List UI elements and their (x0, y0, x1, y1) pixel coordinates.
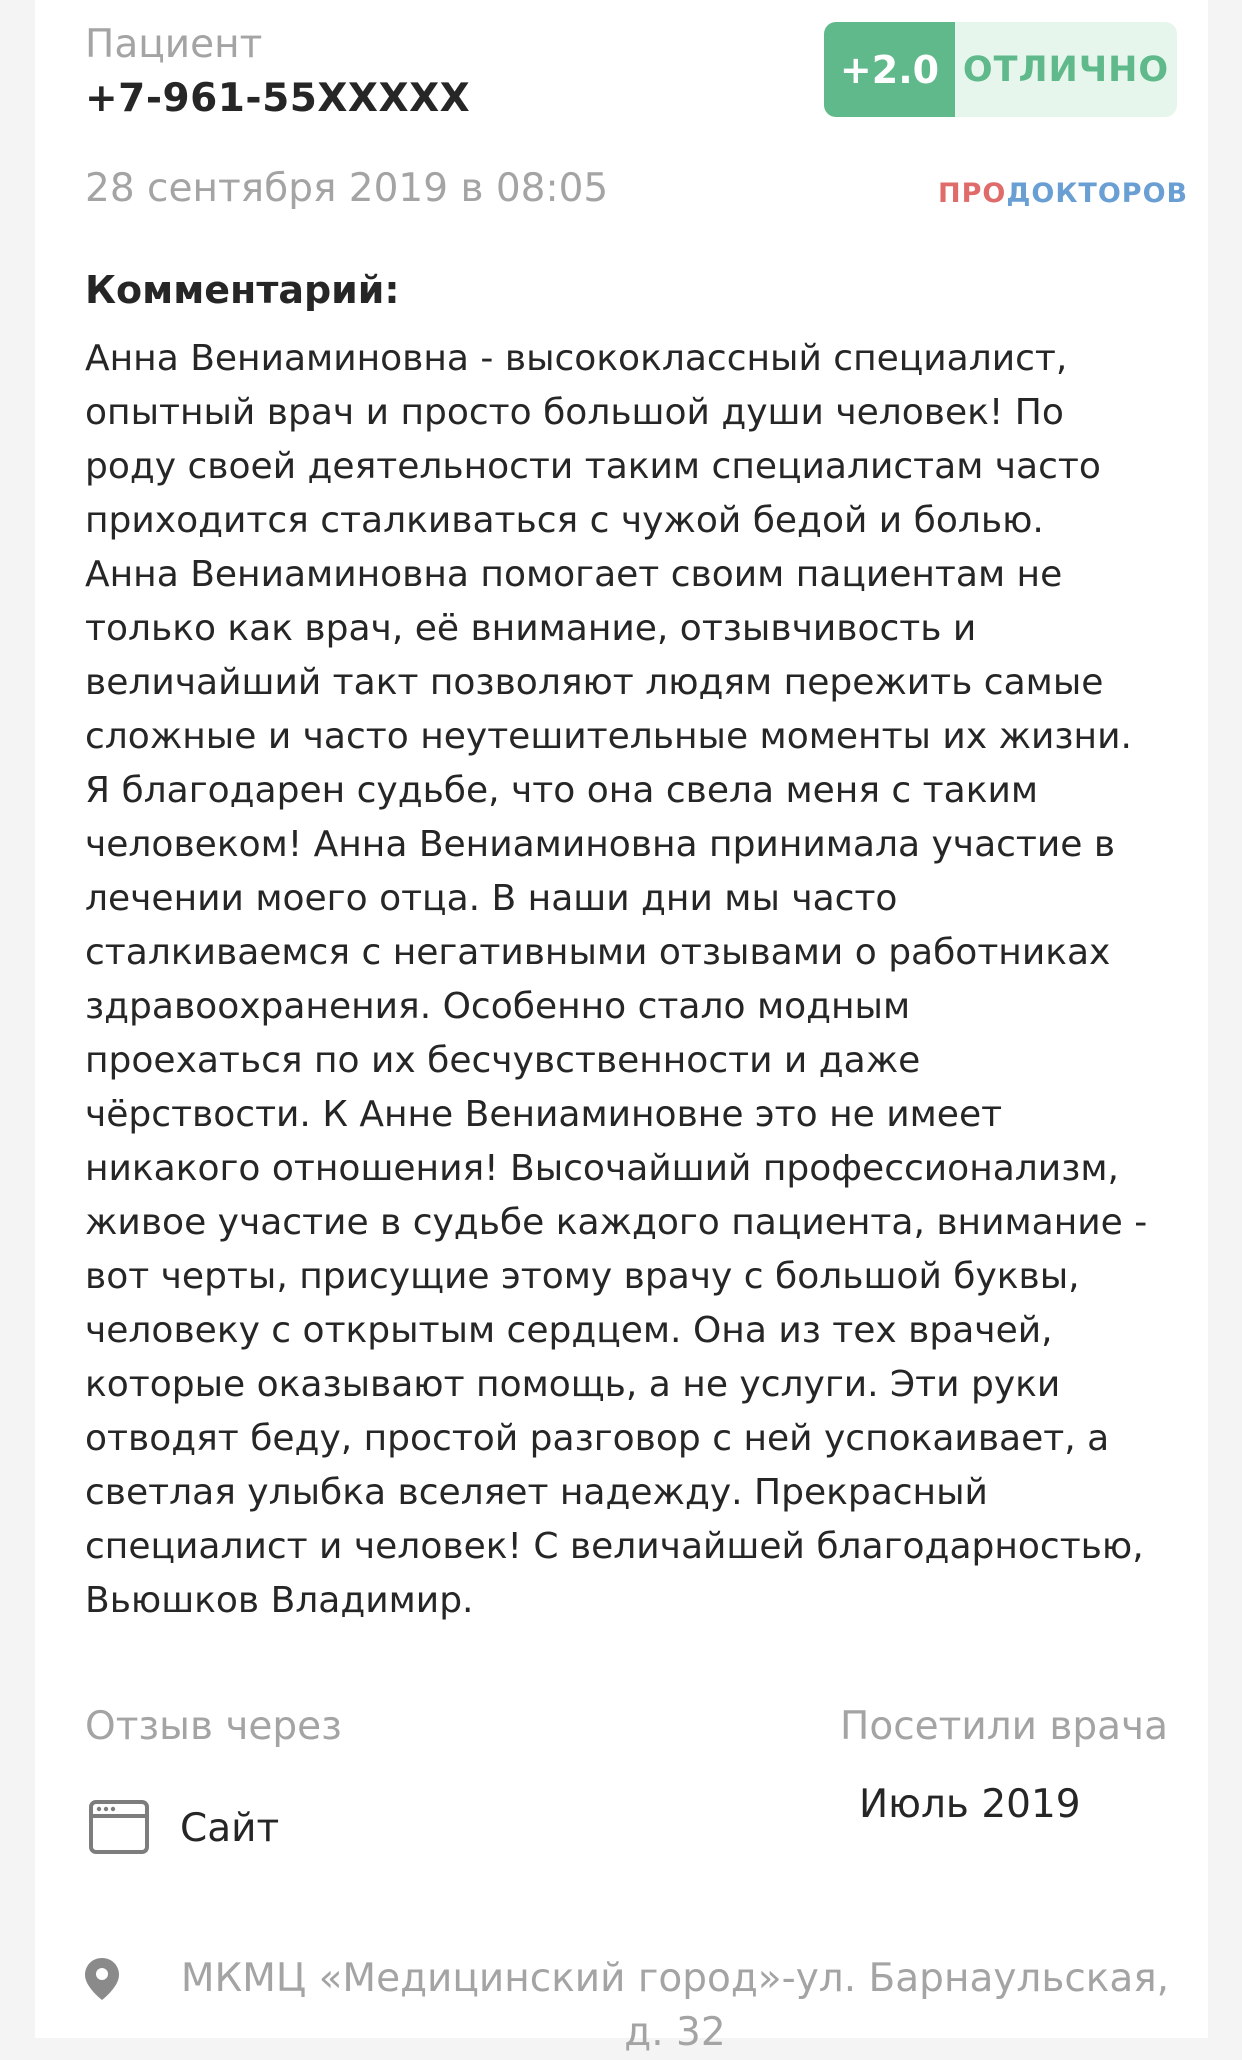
comment-text: Анна Вениаминовна - высококлассный специалист, опытный врач и просто большой души человек! По роду своей деятельности таким специалистам часто приходится сталкиваться с чужой бедой и болью. Анна Вениаминовна помогает своим пациентам не только как врач, её внимание, отзывчивость и величайший такт позволяют людям пережить самые сложные и часто неутешительные моменты их жизни. Я благодарен судьбе, что она свела меня с таким человеком! Анна Вениаминовна принимала участие в лечении моего отца. В наши дни мы часто сталкиваемся с негативными отзывами о работниках здравоохранения. Особенно стало модным проехаться по их бесчувственности и даже чёрствости. К Анне Вениаминовне это не имеет никакого отношения! Высочайший профессионализм, живое участие в судьбе каждого пациента, внимание - вот черты, присущие этому врачу с большой буквы, человеку с открытым сердцем. Она из тех врачей, которые оказывают помощь, а не услуги. Эти руки отводят беду, простой разговор с ней успокаивает, а светлая улыбка вселяет надежду. Прекрасный специалист и человек! С величайшей благодарностью, Вьюшков Владимир. (85, 338, 1148, 1621)
rating-badge (824, 22, 1177, 117)
location-pin-icon (83, 1956, 121, 2002)
patient-phone: +7-961-55XXXXX (85, 76, 471, 121)
clinic-address[interactable]: МКМЦ «Медицинский город»-ул. Барнаульская, д. 32 (180, 1956, 1170, 2055)
review-via-label: Отзыв через (85, 1704, 342, 1749)
prodoctorov-logo[interactable] (938, 178, 1188, 209)
review-date: 28 сентября 2019 в 08:05 (85, 166, 609, 211)
rating-score: +2.0 (824, 22, 955, 117)
comment-heading: Комментарий: (85, 268, 400, 312)
patient-label: Пациент (85, 22, 263, 67)
brand-part-doctors: ДОКТОРОВ (1006, 178, 1189, 209)
review-card (35, 0, 1208, 2055)
review-via-value: Сайт (180, 1806, 280, 1851)
visit-date: Июль 2019 (859, 1782, 1081, 1827)
browser-window-icon (88, 1799, 150, 1855)
brand-part-pro: ПРО (938, 178, 1007, 209)
rating-word: ОТЛИЧНО (955, 22, 1177, 117)
visited-label: Посетили врача (840, 1704, 1168, 1749)
